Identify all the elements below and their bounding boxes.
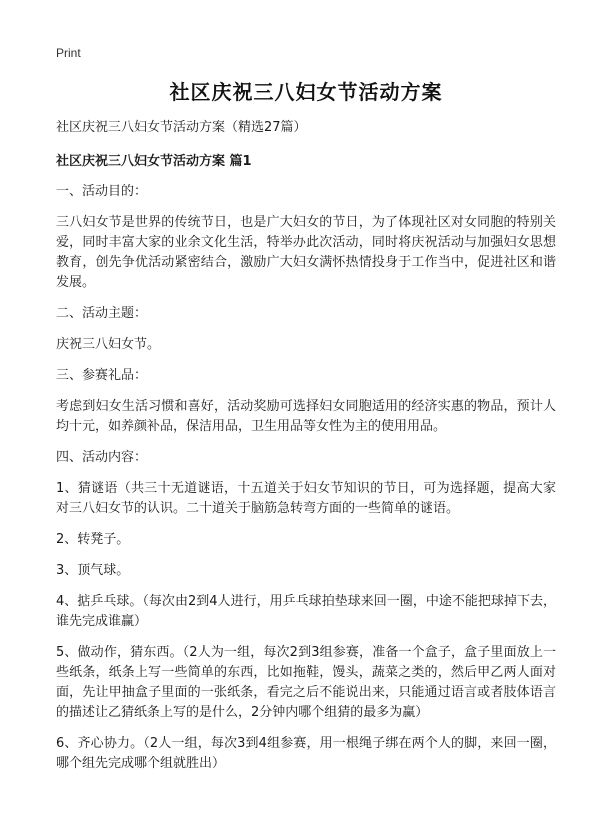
section-title: 社区庆祝三八妇女节活动方案 篇1 xyxy=(56,154,252,169)
print-label: Print xyxy=(56,46,81,60)
heading-content: 四、活动内容： xyxy=(56,450,148,465)
list-item: 4、掂乒乓球。（每次由2到4人进行，用乒乓球拍垫球来回一圈，中途不能把球掉下去，谁先完成谁赢） xyxy=(56,594,556,629)
heading-theme: 二、活动主题： xyxy=(56,306,148,321)
list-item: 2、转凳子。 xyxy=(56,532,130,547)
list-item: 1、猜谜语（共三十无道谜语，十五道关于妇女节知识的节日，可为选择题，提高大家对三八妇女节的认识。二十道关于脑筋急转弯方面的一些简单的谜语。 xyxy=(56,481,556,516)
heading-purpose: 一、活动目的： xyxy=(56,184,148,199)
document-title: 社区庆祝三八妇女节活动方案 xyxy=(169,80,443,104)
heading-prizes: 三、参赛礼品： xyxy=(56,368,148,383)
list-item: 3、顶气球。 xyxy=(56,563,130,578)
paragraph-theme: 庆祝三八妇女节。 xyxy=(56,337,161,352)
document-subtitle: 社区庆祝三八妇女节活动方案（精选27篇） xyxy=(56,120,307,135)
list-item: 5、做动作，猜东西。（2人为一组，每次2到3组参赛，准备一个盒子，盒子里面放上一些纸条，纸条上写一些简单的东西，比如拖鞋，馒头，蔬菜之类的，然后甲乙两人面对面，先让甲抽盒子里面的一张纸条，看完之后不能说出来，只能通过语言或者肢体语言的描述让乙猜纸条上写的是什么，2分钟内哪个组猜的最多为赢） xyxy=(56,645,556,720)
paragraph-prizes: 考虑到妇女生活习惯和喜好，活动奖励可选择妇女同胞适用的经济实惠的物品，预计人均十元，如养颜补品，保洁用品，卫生用品等女性为主的使用用品。 xyxy=(56,399,556,434)
document-body xyxy=(56,118,556,785)
paragraph-purpose: 三八妇女节是世界的传统节日，也是广大妇女的节日，为了体现社区对女同胞的特别关爱，同时丰富大家的业余文化生活，特举办此次活动，同时将庆祝活动与加强妇女思想教育，创先争优活动紧密结合，激励广大妇女满怀热情投身于工作当中，促进社区和谐发展。 xyxy=(56,215,556,290)
list-item: 6、齐心协力。（2人一组，每次3到4组参赛，用一根绳子绑在两个人的脚，来回一圈，哪个组先完成哪个组就胜出） xyxy=(56,736,556,771)
